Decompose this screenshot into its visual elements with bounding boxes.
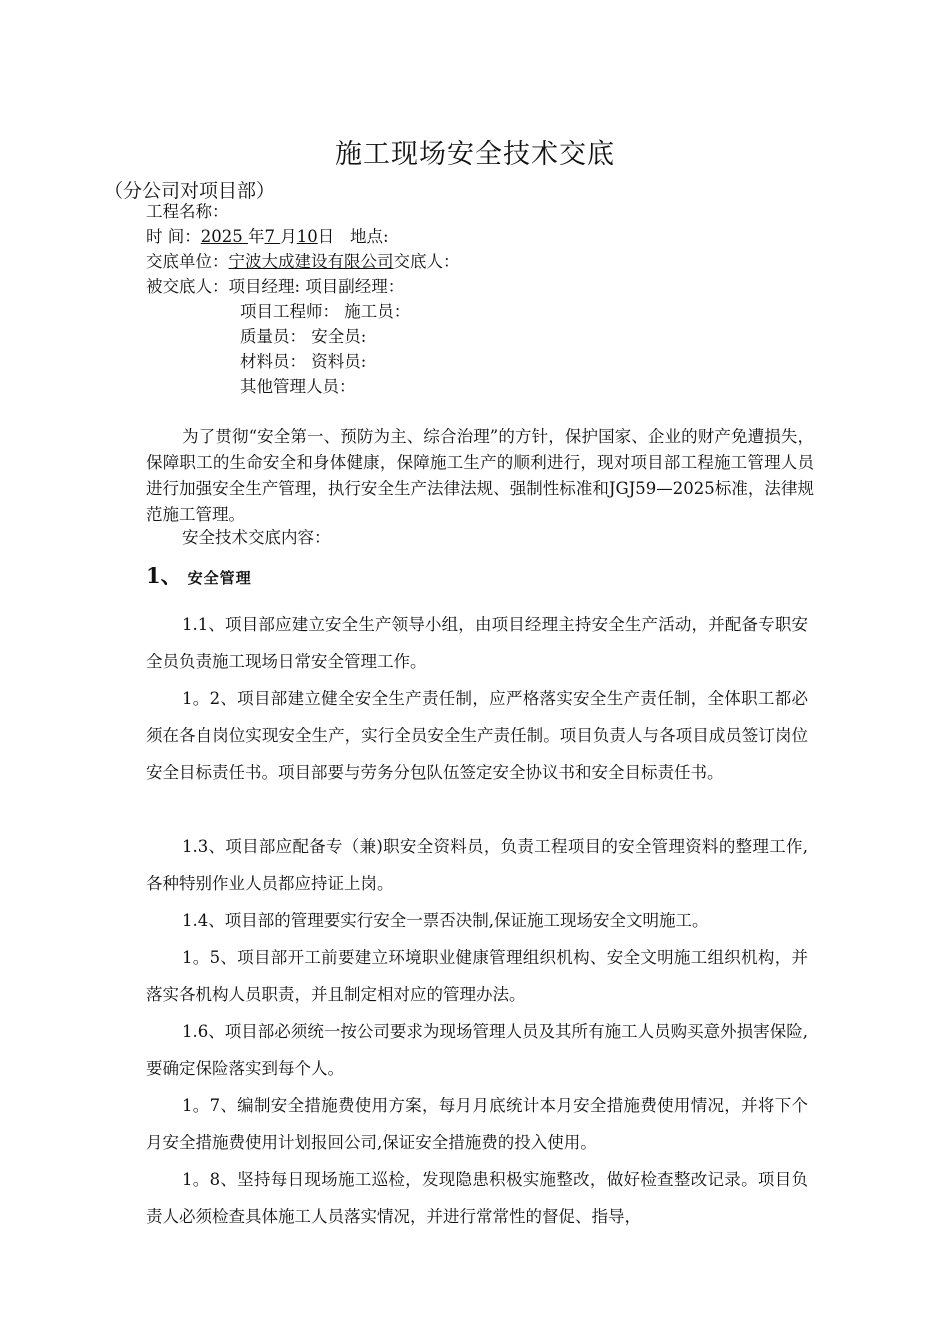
list-item: 1。2、项目部建立健全安全生产责任制，应严格落实安全生产责任制，全体职工都必须在各自岗位实现安全生产，实行全员安全生产责任制。项目负责人与各项目成员签订岗位安全目标责任书。项目部要与劳务分包队伍签定安全协议书和安全目标责任书。 (146, 689, 808, 782)
issuer-person-label: 交底人： (393, 252, 460, 271)
year-unit: 年 (248, 227, 265, 246)
receiver-label: 被交底人： (146, 277, 229, 296)
month-value: 7 (264, 227, 281, 246)
year-value: 2025 (200, 227, 248, 246)
document-title: 施工现场安全技术交底 (335, 139, 615, 170)
receiver-line (146, 275, 404, 299)
month-unit: 月 (280, 227, 297, 246)
time-line (146, 225, 389, 249)
list-item: 1.1、项目部应建立安全生产领导小组，由项目经理主持安全生产活动，并配备专职安全员负责施工现场日常安全管理工作。 (146, 615, 808, 671)
receiver-roles-5: 其他管理人员： (240, 377, 356, 396)
list-item: 1.6、项目部必须统一按公司要求为现场管理人员及其所有施工人员购买意外损害保险,要确定保险落实到每个人。 (146, 1022, 808, 1078)
list-item: 1。5、项目部开工前要建立环境职业健康管理组织机构、安全文明施工组织机构，并落实各机构人员职责，并且制定相对应的管理办法。 (146, 948, 808, 1004)
section-heading (146, 560, 252, 590)
receiver-roles-2: 项目工程师： 施工员： (240, 302, 411, 321)
list-item: 1.4、项目部的管理要实行安全一票否决制,保证施工现场安全文明施工。 (182, 911, 709, 930)
day-unit: 日 (317, 227, 335, 246)
receiver-roles-3: 质量员： 安全员: (240, 327, 367, 346)
location-label: 地点: (350, 227, 389, 246)
section-number: 1、 (146, 563, 182, 588)
intro-paragraph (146, 424, 814, 528)
time-label: 时 间： (146, 227, 201, 246)
issuer-line (146, 250, 460, 274)
day-value: 10 (296, 227, 318, 246)
content-label: 安全技术交底内容： (182, 528, 331, 547)
section-title: 安全管理 (187, 569, 252, 587)
list-item: 1。7、编制安全措施费使用方案，每月月底统计本月安全措施费使用情况，并将下个月安全措施费使用计划报回公司,保证安全措施费的投入使用。 (146, 1096, 808, 1152)
project-name-line (146, 200, 229, 224)
issuer-label: 交底单位： (146, 252, 229, 271)
intro-text: 为了贯彻“安全第一、预防为主、综合治理”的方针，保护国家、企业的财产免遭损失，保障职工的生命安全和身体健康，保障施工生产的顺利进行，现对项目部工程施工管理人员进行加强安全生产管理，执行安全生产法律法规、强制性标准和JGJ59—2025标准，法律规范施工管理。 (146, 427, 814, 524)
list-item: 1.3、项目部应配备专（兼)职安全资料员，负责工程项目的安全管理资料的整理工作,各种特别作业人员都应持证上岗。 (146, 837, 808, 893)
receiver-roles-4: 材料员： 资料员: (240, 352, 367, 371)
issuer-company: 宁波大成建设有限公司 (228, 252, 394, 271)
receiver-roles-1: 项目经理: 项目副经理： (228, 277, 405, 296)
list-item: 1。8、坚持每日现场施工巡检，发现隐患积极实施整改，做好检查整改记录。项目负责人必须检查具体施工人员落实情况，并进行常常性的督促、指导， (146, 1170, 808, 1226)
project-name-label: 工程名称： (146, 202, 229, 221)
document-subtitle: （分公司对项目部） (104, 180, 276, 202)
